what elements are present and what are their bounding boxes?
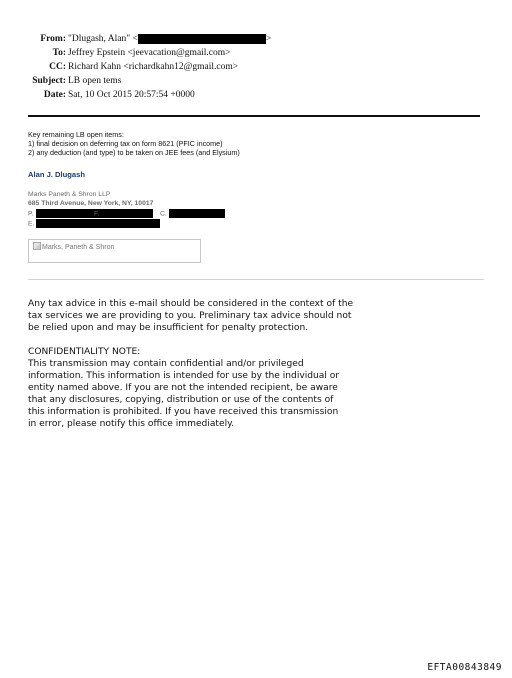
message-intro: Key remaining LB open items: [28, 130, 124, 139]
broken-image-icon [33, 242, 41, 250]
signature-name: Alan J. Dlugash [28, 170, 85, 179]
message-item-2: 2) any deduction (and type) to be taken on JEE fees (and Elysium) [28, 148, 240, 157]
cell-prefix: C. [160, 210, 167, 218]
confidentiality-line-4: that any disclosures, copying, distribution or use of the contents of [28, 395, 334, 405]
logo-alt-text: Marks, Paneth & Shron [42, 244, 115, 251]
date-label: Date: [43, 90, 66, 100]
tax-advice-line-3: be relied upon and may be insufficient for penalty protection. [28, 323, 309, 333]
header-divider [28, 115, 480, 117]
phone-prefix: P. [28, 210, 34, 218]
from-value [68, 33, 271, 45]
signature-address: 685 Third Avenue, New York, NY, 10017 [28, 200, 154, 207]
redaction-block [169, 209, 225, 218]
document-id: EFTA00843849 [427, 662, 502, 673]
signature-cell-row [160, 209, 225, 218]
from-name: "Dlugash, Alan" < [68, 34, 138, 44]
message-item-1: 1) final decision on deferring tax on form 8621 (PFIC income) [28, 139, 223, 148]
signature-email-row [28, 219, 160, 228]
tax-advice-line-2: tax services we are providing to you. Preliminary tax advice should not [28, 311, 352, 321]
date-value: Sat, 10 Oct 2015 20:57:54 +0000 [68, 90, 195, 100]
redaction-block [138, 34, 266, 44]
to-label: To: [52, 48, 66, 58]
signature-divider [28, 279, 484, 280]
confidentiality-line-5: this information is prohibited. If you have received this transmission [28, 407, 339, 417]
confidentiality-line-1: This transmission may contain confidential and/or privileged [28, 359, 304, 369]
firm-logo-image [28, 239, 201, 263]
subject-label: Subject: [32, 76, 66, 86]
cc-value: Richard Kahn <richardkahn12@gmail.com> [68, 62, 239, 72]
signature-firm: Marks Paneth & Shron LLP [28, 191, 111, 198]
cc-label: CC: [49, 62, 66, 72]
from-tail: > [265, 34, 272, 44]
confidentiality-heading: CONFIDENTIALITY NOTE: [28, 347, 141, 357]
confidentiality-line-3: entity named above. If you are not the intended recipient, be aware [28, 383, 338, 393]
to-value: Jeffrey Epstein <jeevacation@gmail.com> [68, 48, 231, 58]
tax-advice-line-1: Any tax advice in this e-mail should be considered in the context of the [28, 299, 354, 309]
fax-prefix: F. [94, 210, 100, 218]
redaction-block [101, 209, 153, 218]
subject-value: LB open tems [68, 76, 122, 86]
confidentiality-line-2: information. This information is intended for use by the individual or [28, 371, 340, 381]
email-prefix: E. [28, 220, 35, 228]
from-label: From: [40, 34, 66, 44]
confidentiality-line-6: in error, please notify this office immediately. [28, 419, 235, 429]
signature-fax-row [94, 209, 153, 218]
redaction-block [36, 219, 160, 228]
